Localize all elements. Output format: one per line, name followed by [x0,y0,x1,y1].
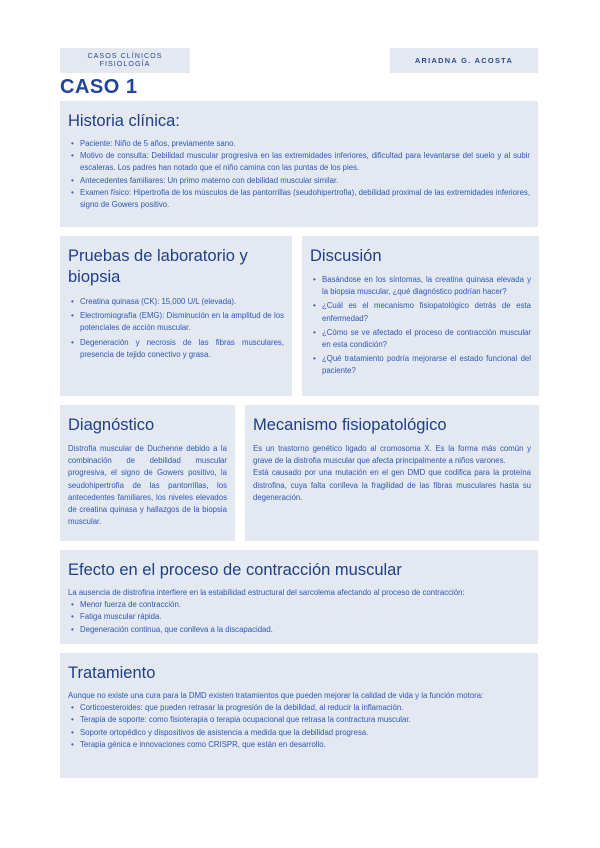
tratamiento-intro: Aunque no existe una cura para la DMD existen tratamientos que pueden mejorar la calidad de vida y la función motora: [68,691,484,700]
list-item: • ¿Cuál es el mecanismo fisiopatológico detrás de esta enfermedad? [322,300,531,324]
list-item: • Soporte ortopédico y dispositivos de asistencia a medida que la debilidad progresa. [80,727,530,739]
list-item: • Creatina quinasa (CK): 15,000 U/L (elevada). [80,296,284,308]
discusion-list [310,274,531,378]
page-title: CASO 1 [60,76,138,98]
tratamiento-list [68,702,530,751]
list-item: • Antecedentes familiares: Un primo materno con debilidad muscular similar. [80,175,530,187]
pruebas-title: Pruebas de laboratorio y biopsia [68,247,248,286]
efecto-title: Efecto en el proceso de contracción muscular [68,561,402,579]
author-label: ARIADNA G. ACOSTA [390,48,538,73]
list-item: • Menor fuerza de contracción. [80,599,530,611]
list-item: • Degeneración continua, que conlleva a la discapacidad. [80,624,530,636]
diagnostico-title: Diagnóstico [68,416,155,434]
list-item: • Terapia de soporte: como fisioterapia o terapia ocupacional que retrasa la contractura muscular. [80,714,530,726]
discusion-card [302,236,539,396]
list-item: • Examen físico: Hipertrofia de los músculos de las pantorrillas (seudohipertrofia), debilidad proximal de las extremidades inferiores, signo de Gowers positivo. [80,187,530,211]
tratamiento-card [60,653,538,778]
list-item: • Electromiografía (EMG): Disminución en la amplitud de los potenciales de acción muscular. [80,310,284,334]
list-item: • Motivo de consulta: Debilidad muscular progresiva en las extremidades inferiores, dificultad para levantarse del suelo y al subir escaleras. Los padres han notado que el niño camina con las puntas de los pies. [80,150,530,174]
list-item: • Basándose en los síntomas, la creatina quinasa elevada y la biopsia muscular, ¿qué diagnóstico podrían hacer? [322,274,531,298]
course-label-line2: FISIOLOGÍA [99,59,151,68]
mecanismo-card [245,405,539,541]
efecto-card [60,550,538,644]
course-label-line1: CASOS CLÍNICOS [87,51,163,60]
list-item: • Degeneración y necrosis de las fibras musculares, presencia de tejido conectivo y grasa. [80,337,284,361]
historia-clinica-card [60,101,538,227]
efecto-intro: La ausencia de distrofina interfiere en la estabilidad estructural del sarcolema afectando al proceso de contracción: [68,588,465,597]
pruebas-list [68,296,284,361]
historia-title: Historia clínica: [68,112,180,130]
diagnostico-card [60,405,235,541]
list-item: • Terapia génica e innovaciones como CRISPR, que están en desarrollo. [80,739,530,751]
diagnostico-text: Distrofia muscular de Duchenne debido a la combinación de debilidad muscular progresiva, el signo de Gowers positivo, la seudohipertrofia de las pantorrillas, los antecedentes familiares, los niveles elevados de creatina quinasa y hallazgos de la biopsia muscular. [68,444,227,527]
list-item: • Paciente: Niño de 5 años, previamente sano. [80,138,530,150]
mecanismo-paragraph-2: Está causado por una mutación en el gen DMD que codifica para la proteína distrofina, cuya falta conlleva la fragilidad de las fibras musculares hasta su degeneración. [253,468,531,502]
tratamiento-title: Tratamiento [68,664,156,682]
discusion-title: Discusión [310,247,382,265]
list-item: • Corticoesteroides: que pueden retrasar la progresión de la debilidad, al reducir la inflamación. [80,702,530,714]
mecanismo-paragraph-1: Es un trastorno genético ligado al cromosoma X. Es la forma más común y grave de la distrofia muscular que afecta principalmente a niños varones. [253,444,531,466]
pruebas-card [60,236,292,396]
list-item: • ¿Cómo se ve afectado el proceso de contracción muscular en esta condición? [322,327,531,351]
historia-list [68,138,530,211]
mecanismo-title: Mecanismo fisiopatológico [253,416,447,434]
list-item: • ¿Qué tratamiento podría mejorarse el estado funcional del paciente? [322,353,531,377]
efecto-list [68,599,530,636]
course-label [60,48,190,73]
list-item: • Fatiga muscular rápida. [80,611,530,623]
